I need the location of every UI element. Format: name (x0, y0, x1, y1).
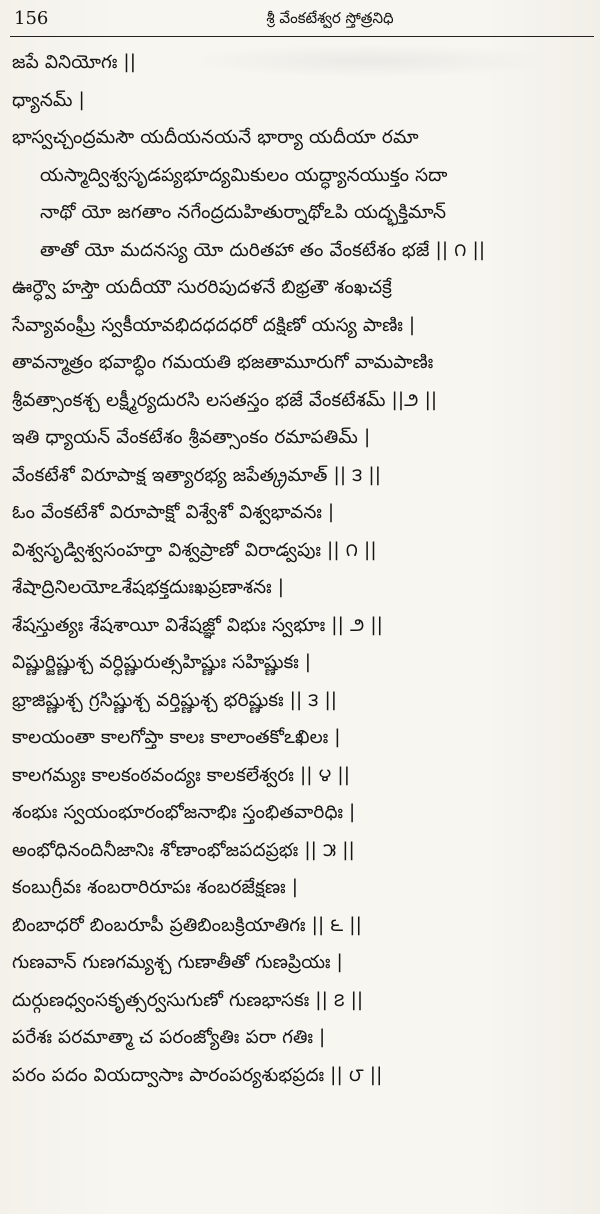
verse-line: తాతో యో మదనస్య యో దురితహా తం వేంకటేశం భజే || ౧ || (40, 239, 486, 261)
verse-line: జపే వినియోగః || (12, 52, 137, 73)
book-title: శ్రీ వేంకటేశ్వర స్తోత్రనిధి (266, 9, 394, 27)
verse-line: కాలగమ్యః కాలకంఠవంద్యః కాలకలేశ్వరః || ౪ || (12, 764, 351, 786)
verse-line: ధ్యానమ్ | (12, 89, 85, 111)
verse-line: కాలయంతా కాలగోప్తా కాలః కాలాంతకోఽఖిలః | (12, 727, 341, 748)
verse-line: నాథో యో జగతాం నగేంద్రదుహితుర్నాథోఽపి యద్భక్తిమాన్ (40, 202, 447, 223)
verse-line: యస్మాద్విశ్వసృడప్యభూద్యమికులం యద్ధ్యానయుక్తం సదా (40, 164, 448, 186)
verse-line: శంభుః స్వయంభూరంభోజనాభిః స్తంభితవారిధిః | (12, 802, 356, 823)
verse-body (0, 44, 600, 1094)
verse-line: గుణవాన్ గుణగమ్యశ్చ గుణాతీతో గుణప్రియః | (12, 952, 343, 973)
verse-line: భాస్వచ్చంద్రమసౌ యదీయనయనే భార్యా యదీయా రమా (12, 127, 419, 148)
verse-line: బింబాధరో బింబరూపీ ప్రతిబింబక్రియాతిగః || ౬ || (12, 914, 362, 936)
verse-line: సేవ్యావంఘ్రీ స్వకీయావభిదధదధరో దక్షిణో యస్య పాణిః | (12, 314, 416, 336)
verse-line: పరం పదం వియద్వాసాః పారంపర్యశుభప్రదః || ౮ || (12, 1064, 383, 1086)
verse-line: శేషస్తుత్యః శేషశాయీ విశేషజ్ఞో విభుః స్వభూః || ౨ || (12, 614, 384, 636)
verse-line: వేంకటేశో విరూపాక్ష ఇత్యారభ్య జపేత్క్రమాత్ || ౩ || (12, 464, 382, 486)
header-rule (10, 36, 594, 37)
verse-line: పరేశః పరమాత్మా చ పరంజ్యోతిః పరా గతిః | (12, 1027, 326, 1048)
page-number: 156 (14, 8, 49, 29)
verse-line: ఊర్ధ్వౌ హస్తౌ యదీయౌ సురరిపుదళనే బిభ్రతౌ శంఖచక్రే (12, 277, 392, 298)
verse-line: ఓం వేంకటేశో విరూపాక్షో విశ్వేశో విశ్వభావనః | (12, 502, 335, 523)
verse-line: అంభోధినందినీజానిః శోణాంభోజపదప్రభః || ౫ || (12, 839, 355, 861)
verse-line: విష్ణుర్జిష్ణుశ్చ వర్ధిష్ణురుత్సహిష్ణుః సహిష్ణుకః | (12, 652, 312, 673)
running-head (0, 0, 600, 36)
verse-line: ఇతి ధ్యాయన్ వేంకటేశం శ్రీవత్సాంకం రమాపతిమ్ | (12, 427, 371, 448)
verse-line: దుర్గుణధ్వంసకృత్సర్వసుగుణో గుణభాసకః || ౭ || (12, 989, 364, 1011)
verse-line: శ్రీవత్సాంకశ్చ లక్ష్మీర్యదురసి లసతస్తం భజే వేంకటేశమ్ ||౨ || (12, 389, 438, 411)
verse-line: శేషాద్రినిలయోఽశేషభక్తదుఃఖప్రణాశనః | (12, 577, 285, 598)
verse-line: భ్రాజిష్ణుశ్చ గ్రసిష్ణుశ్చ వర్తిష్ణుశ్చ భరిష్ణుకః || ౩ || (12, 689, 338, 711)
verse-line: కంబుగ్రీవః శంబరారిరూపః శంబరజేక్షణః | (12, 877, 299, 898)
verse-line: తావన్మాత్రం భవాబ్ధిం గమయతి భజతామూరుగో వామపాణిః (12, 352, 434, 373)
verse-line: విశ్వసృడ్విశ్వసంహర్తా విశ్వప్రాణో విరాడ్వపుః || ౧ || (12, 539, 377, 561)
